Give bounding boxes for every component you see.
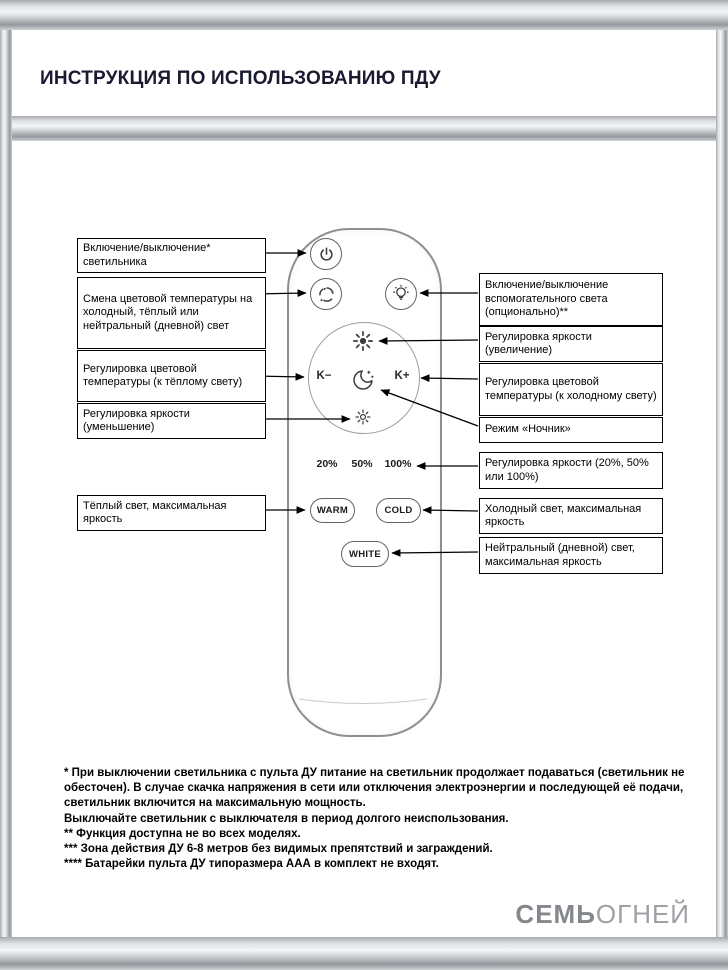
aux-light-icon — [391, 284, 411, 304]
remote-preset-20-button: 20% — [316, 458, 338, 470]
label-cold-adjust: Регулировка цветовой температуры (к холодному свету) — [479, 363, 663, 416]
metallic-border-right — [716, 30, 728, 937]
remote-control-body — [287, 228, 442, 737]
brand-logo — [515, 899, 690, 930]
brightness-up-icon — [352, 330, 374, 352]
remote-brightness-up-button — [352, 330, 374, 352]
remote-night-mode-button — [351, 368, 375, 392]
label-brightness-increase: Регулировка яркости (увеличение) — [479, 326, 663, 362]
brightness-down-icon — [354, 408, 372, 426]
brand-logo-bold: СЕМЬ — [515, 899, 596, 929]
remote-aux-light-button — [385, 278, 417, 310]
remote-color-mode-button — [310, 278, 342, 310]
label-warm-adjust: Регулировка цветовой температуры (к тёплому свету) — [77, 350, 266, 402]
footnote-optional: ** Функция доступна не во всех моделях. — [64, 827, 301, 840]
label-cold-max: Холодный свет, максимальная яркость — [479, 498, 663, 534]
footnote-power: * При выключении светильника с пульта ДУ питание на светильник продолжает подаваться (светильник не обесточен). В случае скачка напряжения в сети или отключения электроэнергии и последующей её подачи, светильник включится на максимальную мощность. — [64, 767, 685, 810]
night-mode-icon — [351, 368, 375, 392]
label-neutral-max: Нейтральный (дневной) свет, максимальная яркость — [479, 537, 663, 574]
label-power-toggle: Включение/выключение* светильника — [77, 238, 266, 273]
label-brightness-presets: Регулировка яркости (20%, 50% или 100%) — [479, 452, 663, 489]
page-title: ИНСТРУКЦИЯ ПО ИСПОЛЬЗОВАНИЮ ПДУ — [40, 68, 441, 89]
remote-brightness-down-button — [354, 408, 372, 426]
remote-preset-100-button: 100% — [384, 458, 412, 470]
label-brightness-decrease: Регулировка яркости (уменьшение) — [77, 403, 266, 439]
remote-white-button: WHITE — [341, 541, 389, 567]
footnotes — [64, 766, 688, 872]
power-icon — [318, 246, 335, 263]
remote-cold-button: COLD — [376, 498, 421, 523]
metallic-border-left — [0, 30, 12, 937]
label-warm-max: Тёплый свет, максимальная яркость — [77, 495, 266, 531]
label-night-mode: Режим «Ночник» — [479, 417, 663, 443]
footnote-batteries: **** Батарейки пульта ДУ типоразмера ААА в комплект не входят. — [64, 858, 439, 871]
brand-logo-light: ОГНЕЙ — [595, 899, 690, 929]
remote-k-plus-button: K+ — [394, 370, 410, 382]
metallic-divider — [12, 116, 716, 141]
footnote-range: *** Зона действия ДУ 6-8 метров без видимых препятствий и заграждений. — [64, 842, 493, 855]
footnote-switch-off: Выключайте светильник с выключателя в период долгого неиспользования. — [64, 812, 509, 825]
remote-preset-50-button: 50% — [351, 458, 373, 470]
label-color-temp-cycle: Смена цветовой температуры на холодный, тёплый или нейтральный (дневной) свет — [77, 277, 266, 349]
remote-warm-button: WARM — [310, 498, 355, 523]
metallic-border-top — [0, 0, 728, 30]
color-mode-icon — [317, 285, 336, 304]
metallic-border-bottom — [0, 937, 728, 970]
label-aux-light: Включение/выключение вспомогательного света (опционально)** — [479, 273, 663, 326]
remote-power-button — [310, 238, 342, 270]
remote-k-minus-button: K− — [316, 370, 332, 382]
